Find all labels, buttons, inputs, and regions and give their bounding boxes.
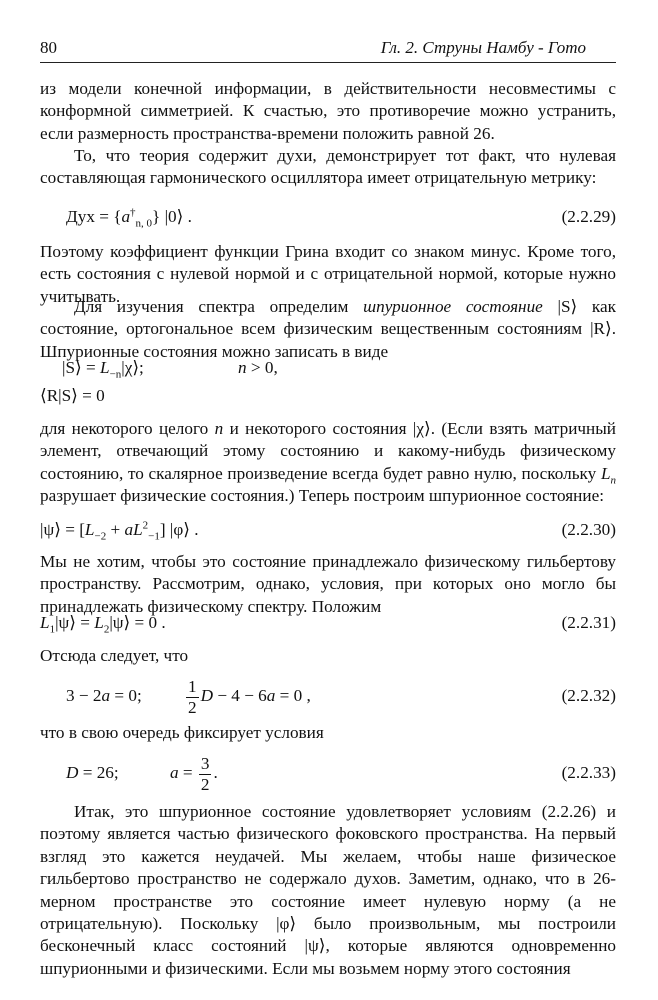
paragraph-3-text: Поэтому коэффициент функции Грина входит со знаком минус. Кроме того, есть состояния с нулевой нормой и с отрицательной нормой, которые нужно учитывать. (40, 242, 616, 306)
eq30-L2-subscript: −1 (148, 530, 160, 543)
paragraph-5-n: n (214, 419, 224, 438)
eq32-a: a (101, 686, 111, 705)
eq30-L2: L (133, 520, 143, 539)
eq32-fraction-denominator: 2 (188, 697, 197, 717)
spurion-definition-line-1 (40, 355, 616, 381)
equation-number: (2.2.30) (561, 520, 616, 539)
paragraph-6 (40, 551, 616, 618)
eq30-plus: + (106, 520, 125, 539)
spurion-eq-2: ⟨R|S⟩ = 0 (40, 386, 105, 405)
paragraph-5-part-a: для некоторого целого (40, 419, 215, 438)
paragraph-8 (40, 722, 616, 744)
eq33-fraction (199, 754, 212, 795)
eq33-fraction-numerator: 3 (200, 753, 210, 773)
spurion-condition (238, 355, 278, 381)
eq31-L2: L (94, 613, 104, 632)
paragraph-9 (40, 801, 616, 980)
equation-2-2-30 (40, 517, 616, 543)
eq29-dagger: † (130, 206, 136, 219)
paragraph-8-text: что в свою очередь фиксирует условия (40, 723, 324, 742)
eq31-L1: L (40, 613, 50, 632)
paragraph-9-text: Итак, это шпурионное состояние удовлетворяет условиям (2.2.26) и поэтому является частью физического фоковского пространства. На первый взгляд это кажется неудачей. Мы желаем, чтобы наше физическое гильбертово пространство не содержало духов. Заметим, однако, что в 26-мерном пространстве это состояние имеет нулевую норму (а не отрицательную). Поскольку |φ⟩ было произвольным, мы построили бесконечный класс состояний |ψ⟩, которые являются одновременно шпурионными и физическими. Если мы возьмем норму этого состояния (40, 802, 616, 978)
equation-2-2-30-body (40, 517, 199, 543)
equation-number: (2.2.33) (561, 763, 616, 782)
eq33-a: a (170, 763, 179, 782)
equation-2-2-32-left (66, 672, 142, 720)
eq29-subscript: n, 0 (135, 217, 153, 230)
spurion-eq-1 (62, 355, 144, 381)
eq33-D-value: = 26; (78, 763, 119, 782)
paragraph-4-part-a: Для изучения спектра определим (74, 297, 364, 316)
equation-2-2-32-right (184, 672, 311, 720)
spurion-definition-line-2 (40, 383, 616, 409)
eq32-end: = 0 , (275, 686, 311, 705)
eq30-L1-subscript: −2 (94, 530, 107, 543)
equation-2-2-33-right (170, 749, 218, 797)
equation-2-2-33-left (66, 749, 119, 797)
eq33-equals: = (178, 763, 197, 782)
paragraph-2-text: То, что теория содержит духи, демонстрирует тот факт, что нулевая составляющая гармонического осциллятора имеет отрицательную метрику: (40, 146, 616, 188)
page-header (40, 38, 616, 64)
eq32-D: D (200, 686, 214, 705)
paragraph-7-text: Отсюда следует, что (40, 646, 189, 665)
eq32-fraction (186, 677, 199, 718)
spurion-condition-rest: > 0, (246, 358, 278, 377)
paragraph-4-text (40, 296, 616, 363)
spurion-eq-1-L-subscript: −n (109, 368, 122, 381)
eq31-rhs: |ψ⟩ = 0 . (109, 613, 166, 632)
eq32-fraction-numerator: 1 (188, 676, 197, 696)
paragraph-4-part-b: |S⟩ как состояние, ортогональное всем физическим вещественным состояниям |R⟩. Шпурионные состояния можно записать в виде (40, 297, 616, 361)
spurion-eq-1-L: L (100, 358, 110, 377)
paragraph-1-text: из модели конечной информации, в действительности несовместимы с конформной симметрией. К счастью, это противоречие можно устранить, если размерность пространства-времени положить равной 26. (40, 79, 616, 143)
equation-number: (2.2.31) (561, 613, 616, 632)
eq30-coefficient: a (124, 520, 134, 539)
eq32-middle: − 4 − 6 (213, 686, 267, 705)
eq30-L1: L (84, 520, 95, 539)
paragraph-5-text (40, 418, 616, 508)
equation-number: (2.2.32) (561, 686, 616, 705)
running-title: Гл. 2. Струны Намбу - Гото (380, 38, 586, 57)
spurion-condition-n: n (238, 358, 247, 377)
eq32-left: 3 − 2 (66, 686, 102, 705)
eq31-L2-subscript: 2 (103, 623, 110, 636)
eq29-lhs: Дух = { (66, 207, 122, 226)
header-rule (40, 62, 616, 63)
spurion-eq-1-lhs: |S⟩ = (62, 358, 100, 377)
eq31-L1-subscript: 1 (49, 623, 56, 636)
eq33-D: D (66, 763, 79, 782)
equation-2-2-29 (40, 204, 616, 230)
paragraph-7 (40, 645, 616, 667)
eq33-end: . (213, 763, 218, 782)
equation-2-2-32 (40, 672, 616, 720)
eq30-rhs: ] |φ⟩ . (159, 520, 199, 539)
eq30-L2-superscript: 2 (142, 519, 149, 532)
eq29-rhs: } |0⟩ . (152, 207, 192, 226)
term-spurion-state: шпурионное состояние (363, 297, 543, 316)
paragraph-5-part-b: и некоторого состояния |χ⟩. (Если взять матричный элемент, отвечающий этому состоянию и какому-нибудь физическому состоянию, то скалярное произведение всегда будет равно нулю, поскольку (40, 419, 616, 483)
paragraph-2 (40, 145, 616, 190)
page-number: 80 (40, 38, 57, 57)
eq29-operator: a (121, 207, 131, 226)
paragraph-5-L: L (600, 463, 611, 483)
eq32-a2: a (266, 686, 276, 705)
paragraph-6-text: Мы не хотим, чтобы это состояние принадлежало физическому гильбертову пространству. Рассмотрим, однако, условия, при которых оно могло бы принадлежать физическому спектру. Положим (40, 552, 616, 616)
eq33-fraction-denominator: 2 (200, 774, 210, 794)
paragraph-4 (40, 296, 616, 363)
equation-2-2-29-body (66, 204, 192, 230)
spurion-eq-1-rhs: |χ⟩; (121, 358, 144, 377)
paragraph-5-part-c: разрушает физические состояния.) Теперь построим шпурионное состояние: (40, 486, 604, 506)
equation-2-2-33 (40, 749, 616, 797)
paragraph-5-L-subscript: n (610, 474, 616, 487)
equation-number: (2.2.29) (561, 207, 616, 226)
paragraph-5 (40, 418, 616, 508)
eq30-lhs: |ψ⟩ = [ (40, 520, 85, 539)
eq32-left-end: = 0; (110, 686, 142, 705)
equation-2-2-31 (40, 610, 616, 636)
paragraph-1 (40, 78, 616, 145)
eq31-middle: |ψ⟩ = (55, 613, 95, 632)
equation-2-2-31-body (40, 610, 166, 636)
